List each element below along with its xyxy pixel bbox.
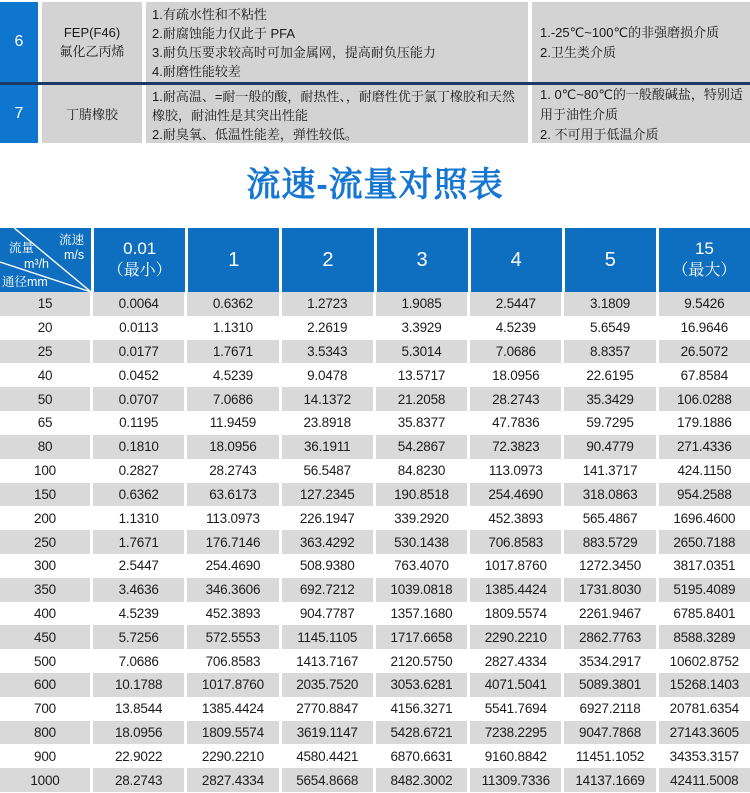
- flow-value-cell: 6927.2118: [561, 697, 655, 721]
- flow-value-cell: 9.5426: [656, 292, 750, 316]
- flow-value-cell: 16.9646: [656, 316, 750, 340]
- flow-value-cell: 11309.7336: [467, 768, 561, 792]
- flow-value-cell: 67.8584: [656, 363, 750, 387]
- material-row: [0, 85, 750, 143]
- flow-value-cell: 3.4636: [90, 578, 184, 602]
- flow-value-cell: 22.9022: [90, 744, 184, 768]
- velocity-qualifier: （最小）: [107, 262, 172, 279]
- flow-value-cell: 72.3823: [467, 435, 561, 459]
- flow-value-cell: 452.3893: [184, 602, 278, 626]
- diameter-cell: 100: [34, 463, 56, 479]
- flow-value-cell: 530.1438: [373, 530, 467, 554]
- flow-value-cell: 4580.4421: [279, 744, 373, 768]
- table-row: [0, 744, 750, 768]
- velocity-header-cell: [468, 228, 562, 292]
- flow-value-cell: 1272.3450: [561, 554, 655, 578]
- velocity-header-cell: [185, 228, 279, 292]
- flow-rate-table: [0, 228, 750, 792]
- material-property-line: 2.耐腐蚀能力仅此于 PFA: [152, 26, 296, 41]
- flow-value-cell: 7238.2295: [467, 721, 561, 745]
- flow-value-cell: 5089.3801: [561, 673, 655, 697]
- flow-value-cell: 9047.7868: [561, 721, 655, 745]
- table-row: [0, 506, 750, 530]
- flow-value-cell: 10.1788: [90, 673, 184, 697]
- flow-value-cell: 339.2920: [373, 506, 467, 530]
- flow-table-body: [0, 292, 750, 792]
- flow-value-cell: 1039.0818: [373, 578, 467, 602]
- flow-value-cell: 10602.8752: [656, 649, 750, 673]
- flow-value-cell: 572.5553: [184, 625, 278, 649]
- flow-value-cell: 2261.9467: [561, 602, 655, 626]
- flow-value-cell: 36.1911: [279, 435, 373, 459]
- material-usage-cell: [532, 2, 750, 82]
- flow-value-cell: 14.1372: [279, 387, 373, 411]
- diameter-cell: 350: [34, 582, 56, 598]
- flow-value-cell: 706.8583: [467, 530, 561, 554]
- flow-value-cell: 14137.1669: [561, 768, 655, 792]
- diameter-cell: 150: [34, 486, 56, 502]
- table-row: [0, 340, 750, 364]
- flow-value-cell: 271.4336: [656, 435, 750, 459]
- table-row: [0, 316, 750, 340]
- flow-axis-label: 流量: [9, 241, 35, 255]
- flow-value-cell: 54.2867: [373, 435, 467, 459]
- flow-value-cell: 1017.8760: [184, 673, 278, 697]
- material-row: [0, 2, 750, 82]
- material-usage-line: 1. 0℃~80℃的一般酸碱盐，特别适用于油性介质: [540, 87, 743, 122]
- flow-axis-unit: m³/h: [24, 257, 49, 271]
- velocity-header-cell: [279, 228, 373, 292]
- flow-value-cell: 363.4292: [279, 530, 373, 554]
- flow-value-cell: 90.4779: [561, 435, 655, 459]
- diameter-cell: 250: [34, 534, 56, 550]
- velocity-axis-label: 流速: [59, 233, 85, 247]
- material-usage-line: 1.-25℃~100℃的非强磨损介质: [540, 25, 720, 40]
- material-property-line: 3.耐负压要求较高时可加金属网，提高耐负压能力: [152, 45, 436, 60]
- flow-value-cell: 0.1195: [90, 411, 184, 435]
- material-property-line: 1.耐高温、=耐一般的酸，耐热性、，耐磨性优于氯丁橡胶和天然橡胶，耐油性是其突出性能: [152, 88, 515, 123]
- table-row: [0, 483, 750, 507]
- velocity-value: 15: [694, 239, 714, 258]
- material-index-cell: 7: [0, 85, 38, 143]
- flow-value-cell: 226.1947: [279, 506, 373, 530]
- table-row: [0, 673, 750, 697]
- flow-value-cell: 7.0686: [184, 387, 278, 411]
- flow-value-cell: 7.0686: [467, 340, 561, 364]
- diameter-cell: 600: [34, 677, 56, 693]
- table-row: [0, 649, 750, 673]
- table-row: [0, 768, 750, 792]
- flow-value-cell: 3.3929: [373, 316, 467, 340]
- flow-value-cell: 0.1810: [90, 435, 184, 459]
- velocity-header-cell: [91, 228, 185, 292]
- flow-value-cell: 1717.6658: [373, 625, 467, 649]
- diameter-cell: 500: [34, 653, 56, 669]
- flow-value-cell: 1809.5574: [467, 602, 561, 626]
- flow-value-cell: 8482.3002: [373, 768, 467, 792]
- flow-value-cell: 1385.4424: [184, 697, 278, 721]
- flow-value-cell: 0.0113: [90, 316, 184, 340]
- flow-value-cell: 179.1886: [656, 411, 750, 435]
- material-property-line: 1.有疏水性和不粘性: [152, 7, 267, 22]
- flow-value-cell: 13.8544: [90, 697, 184, 721]
- flow-value-cell: 5428.6721: [373, 721, 467, 745]
- flow-value-cell: 5.7256: [90, 625, 184, 649]
- flow-value-cell: 47.7836: [467, 411, 561, 435]
- flow-value-cell: 113.0973: [184, 506, 278, 530]
- flow-value-cell: 4.5239: [467, 316, 561, 340]
- diameter-cell: 800: [34, 725, 56, 741]
- diameter-axis-label: 通径mm: [2, 275, 48, 289]
- flow-value-cell: 1413.7167: [279, 649, 373, 673]
- flow-value-cell: 22.6195: [561, 363, 655, 387]
- flow-value-cell: 2.5447: [467, 292, 561, 316]
- flow-value-cell: 2035.7520: [279, 673, 373, 697]
- flow-value-cell: 4.5239: [90, 602, 184, 626]
- velocity-value: 1: [228, 249, 240, 271]
- flow-value-cell: 15268.1403: [656, 673, 750, 697]
- flow-value-cell: 21.2058: [373, 387, 467, 411]
- flow-value-cell: 0.6362: [184, 292, 278, 316]
- flow-value-cell: 692.7212: [279, 578, 373, 602]
- table-row: [0, 530, 750, 554]
- material-name-cell: [42, 2, 142, 82]
- flow-value-cell: 3534.2917: [561, 649, 655, 673]
- flow-value-cell: 4.5239: [184, 363, 278, 387]
- flow-value-cell: 176.7146: [184, 530, 278, 554]
- velocity-value: 5: [604, 249, 616, 271]
- flow-value-cell: 20781.6354: [656, 697, 750, 721]
- flow-value-cell: 1385.4424: [467, 578, 561, 602]
- flow-value-cell: 63.6173: [184, 483, 278, 507]
- table-row: [0, 697, 750, 721]
- flow-value-cell: 6785.8401: [656, 602, 750, 626]
- flow-value-cell: 11451.1052: [561, 744, 655, 768]
- flow-value-cell: 190.8518: [373, 483, 467, 507]
- flow-value-cell: 13.5717: [373, 363, 467, 387]
- corner-header-cell: [0, 228, 91, 292]
- flow-value-cell: 18.0956: [90, 721, 184, 745]
- material-name-line: 氟化乙丙烯: [59, 44, 125, 59]
- diameter-cell: 400: [34, 605, 56, 621]
- flow-value-cell: 1.9085: [373, 292, 467, 316]
- material-usage-line: 2. 不可用于低温介质: [540, 127, 659, 142]
- diameter-cell: 80: [37, 439, 53, 455]
- table-row: [0, 363, 750, 387]
- flow-value-cell: 706.8583: [184, 649, 278, 673]
- flow-value-cell: 2.5447: [90, 554, 184, 578]
- velocity-header-cell: [374, 228, 468, 292]
- flow-value-cell: 0.0452: [90, 363, 184, 387]
- flow-value-cell: 3817.0351: [656, 554, 750, 578]
- flow-value-cell: 35.8377: [373, 411, 467, 435]
- flow-value-cell: 424.1150: [656, 459, 750, 483]
- flow-value-cell: 3053.6281: [373, 673, 467, 697]
- flow-value-cell: 8588.3289: [656, 625, 750, 649]
- flow-value-cell: 1.2723: [279, 292, 373, 316]
- flow-value-cell: 23.8918: [279, 411, 373, 435]
- diameter-cell: 900: [34, 748, 56, 764]
- material-usage-cell: [532, 85, 750, 143]
- diameter-cell: 700: [34, 701, 56, 717]
- flow-value-cell: 1.7671: [184, 340, 278, 364]
- flow-value-cell: 346.3606: [184, 578, 278, 602]
- diameter-cell: 50: [37, 391, 53, 407]
- flow-value-cell: 7.0686: [90, 649, 184, 673]
- flow-value-cell: 5654.8668: [279, 768, 373, 792]
- flow-value-cell: 1.7671: [90, 530, 184, 554]
- flow-value-cell: 28.2743: [90, 768, 184, 792]
- table-row: [0, 602, 750, 626]
- flow-value-cell: 2770.8847: [279, 697, 373, 721]
- flow-value-cell: 4071.5041: [467, 673, 561, 697]
- flow-value-cell: 127.2345: [279, 483, 373, 507]
- flow-value-cell: 2827.4334: [184, 768, 278, 792]
- material-name-cell: [42, 85, 142, 143]
- material-name-line: 丁腈橡胶: [65, 106, 118, 122]
- material-usage-line: 2.卫生类介质: [540, 45, 616, 60]
- flow-value-cell: 9160.8842: [467, 744, 561, 768]
- velocity-value: 4: [510, 249, 522, 271]
- flow-value-cell: 1809.5574: [184, 721, 278, 745]
- flow-value-cell: 2650.7188: [656, 530, 750, 554]
- flow-value-cell: 0.6362: [90, 483, 184, 507]
- flow-value-cell: 1731.8030: [561, 578, 655, 602]
- diameter-cell: 25: [37, 344, 53, 360]
- table-row: [0, 459, 750, 483]
- table-row: [0, 435, 750, 459]
- flow-value-cell: 28.2743: [467, 387, 561, 411]
- flow-value-cell: 26.5072: [656, 340, 750, 364]
- flow-value-cell: 2862.7763: [561, 625, 655, 649]
- flow-value-cell: 254.4690: [184, 554, 278, 578]
- material-property-line: 4.耐磨性能较差: [152, 64, 241, 79]
- flow-value-cell: 56.5487: [279, 459, 373, 483]
- flow-value-cell: 4156.3271: [373, 697, 467, 721]
- table-row: [0, 292, 750, 316]
- flow-value-cell: 1.1310: [184, 316, 278, 340]
- flow-value-cell: 5195.4089: [656, 578, 750, 602]
- table-row: [0, 411, 750, 435]
- flow-value-cell: 34353.3157: [656, 744, 750, 768]
- table-row: [0, 625, 750, 649]
- flow-value-cell: 141.3717: [561, 459, 655, 483]
- flow-value-cell: 0.0707: [90, 387, 184, 411]
- flow-value-cell: 254.4690: [467, 483, 561, 507]
- material-name-line: FEP(F46): [63, 25, 121, 40]
- flow-value-cell: 883.5729: [561, 530, 655, 554]
- flow-value-cell: 3.5343: [279, 340, 373, 364]
- velocity-header-cell: [562, 228, 656, 292]
- table-row: [0, 578, 750, 602]
- diameter-cell: 20: [37, 320, 53, 336]
- flow-value-cell: 106.0288: [656, 387, 750, 411]
- flow-value-cell: 318.0863: [561, 483, 655, 507]
- flow-value-cell: 763.4070: [373, 554, 467, 578]
- diameter-cell: 200: [34, 510, 56, 526]
- flow-value-cell: 42411.5008: [656, 768, 750, 792]
- flow-value-cell: 2.2619: [279, 316, 373, 340]
- flow-value-cell: 2827.4334: [467, 649, 561, 673]
- velocity-value: 2: [322, 249, 334, 271]
- flow-value-cell: 2120.5750: [373, 649, 467, 673]
- diameter-cell: 15: [37, 296, 53, 312]
- flow-value-cell: 28.2743: [184, 459, 278, 483]
- flow-value-cell: 1.1310: [90, 506, 184, 530]
- material-property-line: 2.耐臭氧、低温性能差，弹性较低。: [152, 126, 358, 142]
- velocity-axis-unit: m/s: [63, 248, 85, 262]
- table-row: [0, 387, 750, 411]
- flow-value-cell: 0.2827: [90, 459, 184, 483]
- flow-value-cell: 27143.3605: [656, 721, 750, 745]
- flow-value-cell: 1017.8760: [467, 554, 561, 578]
- diameter-cell: 40: [37, 367, 53, 383]
- velocity-value: 3: [416, 249, 428, 271]
- flow-value-cell: 1357.1680: [373, 602, 467, 626]
- flow-value-cell: 84.8230: [373, 459, 467, 483]
- flow-value-cell: 6870.6631: [373, 744, 467, 768]
- flow-value-cell: 954.2588: [656, 483, 750, 507]
- flow-value-cell: 18.0956: [467, 363, 561, 387]
- flow-value-cell: 5541.7694: [467, 697, 561, 721]
- table-row: [0, 554, 750, 578]
- diameter-cell: 1000: [30, 772, 60, 788]
- flow-value-cell: 11.9459: [184, 411, 278, 435]
- diameter-cell: 65: [37, 415, 53, 431]
- flow-value-cell: 0.0177: [90, 340, 184, 364]
- flow-value-cell: 18.0956: [184, 435, 278, 459]
- flow-value-cell: 904.7787: [279, 602, 373, 626]
- material-properties-cell: [146, 85, 528, 143]
- velocity-value: 0.01: [123, 239, 157, 258]
- material-table: [0, 0, 750, 143]
- flow-value-cell: 1145.1105: [279, 625, 373, 649]
- flow-value-cell: 5.3014: [373, 340, 467, 364]
- flow-value-cell: 565.4867: [561, 506, 655, 530]
- diameter-cell: 450: [34, 629, 56, 645]
- material-properties-cell: [146, 2, 528, 82]
- velocity-header-cell: [656, 228, 750, 292]
- flow-value-cell: 59.7295: [561, 411, 655, 435]
- flow-value-cell: 9.0478: [279, 363, 373, 387]
- flow-value-cell: 3.1809: [561, 292, 655, 316]
- material-index-cell: 6: [0, 2, 38, 82]
- flow-value-cell: 3619.1147: [279, 721, 373, 745]
- flow-value-cell: 2290.2210: [184, 744, 278, 768]
- page-title: 流速-流量对照表: [246, 166, 504, 204]
- flow-value-cell: 5.6549: [561, 316, 655, 340]
- flow-table-header: [0, 228, 750, 292]
- diameter-cell: 300: [34, 558, 56, 574]
- flow-value-cell: 0.0064: [90, 292, 184, 316]
- flow-value-cell: 35.3429: [561, 387, 655, 411]
- flow-value-cell: 8.8357: [561, 340, 655, 364]
- flow-value-cell: 1696.4600: [656, 506, 750, 530]
- flow-value-cell: 452.3893: [467, 506, 561, 530]
- flow-value-cell: 508.9380: [279, 554, 373, 578]
- flow-value-cell: 2290.2210: [467, 625, 561, 649]
- flow-value-cell: 113.0973: [467, 459, 561, 483]
- table-row: [0, 721, 750, 745]
- velocity-qualifier: （最大）: [672, 262, 737, 279]
